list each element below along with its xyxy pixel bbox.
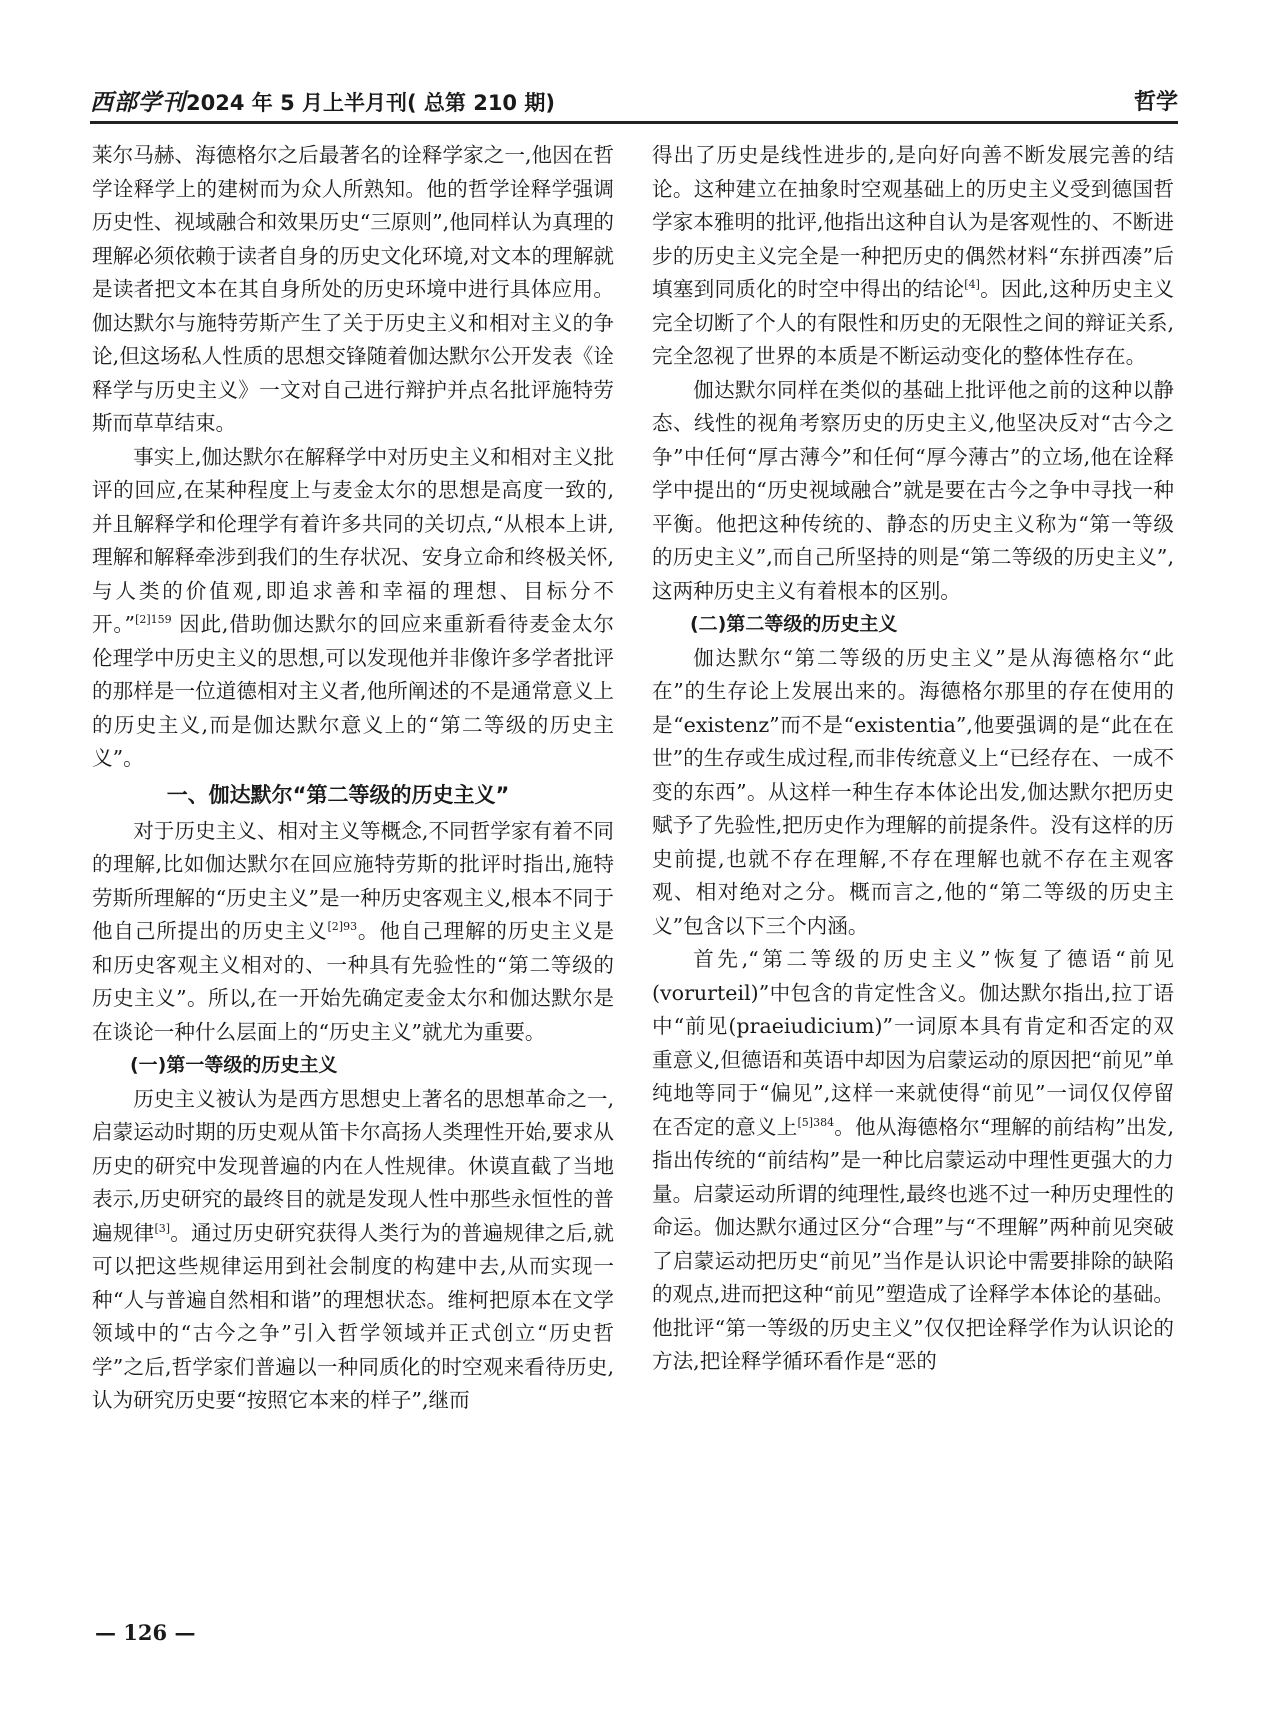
citation-ref: [4] xyxy=(964,278,980,291)
paragraph-text: 事实上,伽达默尔在解释学中对历史主义和相对主义批评的回应,在某种程度上与麦金太尔的思想是高度一致的,并且解释学和伦理学有着许多共同的关切点,“从根本上讲,理解和解释牵涉到我们的生存状况、安身立命和终极关怀,与人类的价值观,即追求善和幸福的理想、目标分不开。” xyxy=(92,444,614,636)
paragraph: 伽达默尔“第二等级的历史主义”是从海德格尔“此在”的生存论上发展出来的。海德格尔那里的存在使用的是“existenz”而不是“existentia”,他要强调的是“此在在世”的生存或生成过程,而非传统意义上“已经存在、一成不变的东西”。从这样一种生存本体论出发,伽达默尔把历史赋予了先验性,把历史作为理解的前提条件。没有这样的历史前提,也就不存在理解,不存在理解也就不存在主观客观、相对绝对之分。概而言之,他的“第二等级的历史主义”包含以下三个内涵。 xyxy=(652,645,1174,938)
paragraph-text: 对于历史主义、相对主义等概念,不同哲学家有着不同的理解,比如伽达默尔在回应施特劳斯的批评时指出,施特劳斯所理解的“历史主义”是一种历史客观主义,根本不同于他自己所提出的历史主义 xyxy=(92,818,614,943)
paragraph: 伽达默尔同样在类似的基础上批评他之前的这种以静态、线性的视角考察历史的历史主义,他坚决反对“古今之争”中任何“厚古薄今”和任何“厚今薄古”的立场,他在诠释学中提出的“历史视域融合”就是要在古今之争中寻找一种平衡。他把这种传统的、静态的历史主义称为“第一等级的历史主义”,而自己所坚持的则是“第二等级的历史主义”,这两种历史主义有着根本的区别。 xyxy=(652,377,1174,603)
journal-logo: 西部学刊 xyxy=(90,89,186,116)
page-number: — 126 — xyxy=(95,1620,196,1645)
paragraph-text: 历史主义被认为是西方思想史上著名的思想革命之一,启蒙运动时期的历史观从笛卡尔高扬人类理性开始,要求从历史的研究中发现普遍的内在人性规律。休谟直截了当地表示,历史研究的最终目的就是发现人性中那些永恒性的普遍规律 xyxy=(92,1086,614,1245)
right-column xyxy=(652,139,1174,1379)
paragraph xyxy=(92,441,614,776)
paragraph-text: 得出了历史是线性进步的,是向好向善不断发展完善的结论。这种建立在抽象时空观基础上的历史主义受到德国哲学家本雅明的批评,他指出这种自认为是客观性的、不断进步的历史主义完全是一种把历史的偶然材料“东拼西凑”后填塞到同质化的时空中得出的结论 xyxy=(652,143,1174,301)
journal-issue-line xyxy=(90,88,555,118)
citation-ref: [2]159 xyxy=(135,613,172,626)
paragraph-text: 。因此,这种历史主义完全切断了个人的有限性和历史的无限性之间的辩证关系,完全忽视了世界的本质是不断运动变化的整体性存在。 xyxy=(652,277,1175,368)
paragraph-text: 首先,“第二等级的历史主义”恢复了德语“前见(vorurteil)”中包含的肯定性含义。伽达默尔指出,拉丁语中“前见(praeiudicium)”一词原本具有肯定和否定的双重意义,但德语和英语中却因为启蒙运动的原因把“前见”单纯地等同于“偏见”,这样一来就使得“前见”一词仅仅停留在否定的意义上 xyxy=(652,947,1174,1139)
subsection-heading: (二)第二等级的历史主义 xyxy=(690,613,898,635)
paragraph xyxy=(652,943,1174,1379)
citation-ref: [5]384 xyxy=(797,1115,835,1129)
subsection-heading: (一)第一等级的历史主义 xyxy=(130,1054,338,1076)
header-rule xyxy=(90,121,1178,124)
citation-ref: [3] xyxy=(154,1221,171,1235)
paragraph-text: 。通过历史研究获得人类行为的普遍规律之后,就可以把这些规律运用到社会制度的构建中去,从而实现一种“人与普遍自然相和谐”的理想状态。维柯把原本在文学领域中的“古今之争”引入哲学领域并正式创立“历史哲学”之后,哲学家们普遍以一种同质化的时空观来看待历史,认为研究历史要“按照它本来的样子”,继而 xyxy=(92,1220,615,1412)
left-column xyxy=(92,139,614,1418)
paragraph: 莱尔马赫、海德格尔之后最著名的诠释学家之一,他因在哲学诠释学上的建树而为众人所熟知。他的哲学诠释学强调历史性、视域融合和效果历史“三原则”,他同样认为真理的理解必须依赖于读者自身的历史文化环境,对文本的理解就是读者把文本在其自身所处的历史环境中进行具体应用。伽达默尔与施特劳斯产生了关于历史主义和相对主义的争论,但这场私人性质的思想交锋随着伽达默尔公开发表《诠释学与历史主义》一文对自己进行辩护并点名批评施特劳斯而草草结束。 xyxy=(92,143,614,435)
paragraph-text: 因此,借助伽达默尔的回应来重新看待麦金太尔伦理学中历史主义的思想,可以发现他并非像许多学者批评的那样是一位道德相对主义者,他所阐述的不是通常意义上的历史主义,而是伽达默尔意义上的“第二等级的历史主义”。 xyxy=(92,612,614,770)
paragraph xyxy=(652,139,1174,374)
issue-info: 2024 年 5 月上半月刊( 总第 210 期) xyxy=(186,91,555,115)
paragraph-text: 。他自己理解的历史主义是和历史客观主义相对的、一种具有先验性的“第二等级的历史主义”。所以,在一开始先确定麦金太尔和伽达默尔是在谈论一种什么层面上的“历史主义”就尤为重要。 xyxy=(92,919,615,1044)
section-label: 哲学 xyxy=(1133,90,1178,115)
paragraph-text: 。他从海德格尔“理解的前结构”出发,指出传统的“前结构”是一种比启蒙运动中理性更强大的力量。启蒙运动所谓的纯理性,最终也逃不过一种历史理性的命运。伽达默尔通过区分“合理”与“不理解”两种前见突破了启蒙运动把历史“前见”当作是认识论中需要排除的缺陷的观点,进而把这种“前见”塑造成了诠释学本体论的基础。他批评“第一等级的历史主义”仅仅把诠释学作为认识论的方法,把诠释学循环看作是“恶的 xyxy=(652,1114,1175,1373)
paragraph xyxy=(92,815,614,1050)
citation-ref: [2]93 xyxy=(327,920,358,933)
section-heading: 一、伽达默尔“第二等级的历史主义” xyxy=(166,782,510,807)
paragraph xyxy=(92,1083,614,1418)
